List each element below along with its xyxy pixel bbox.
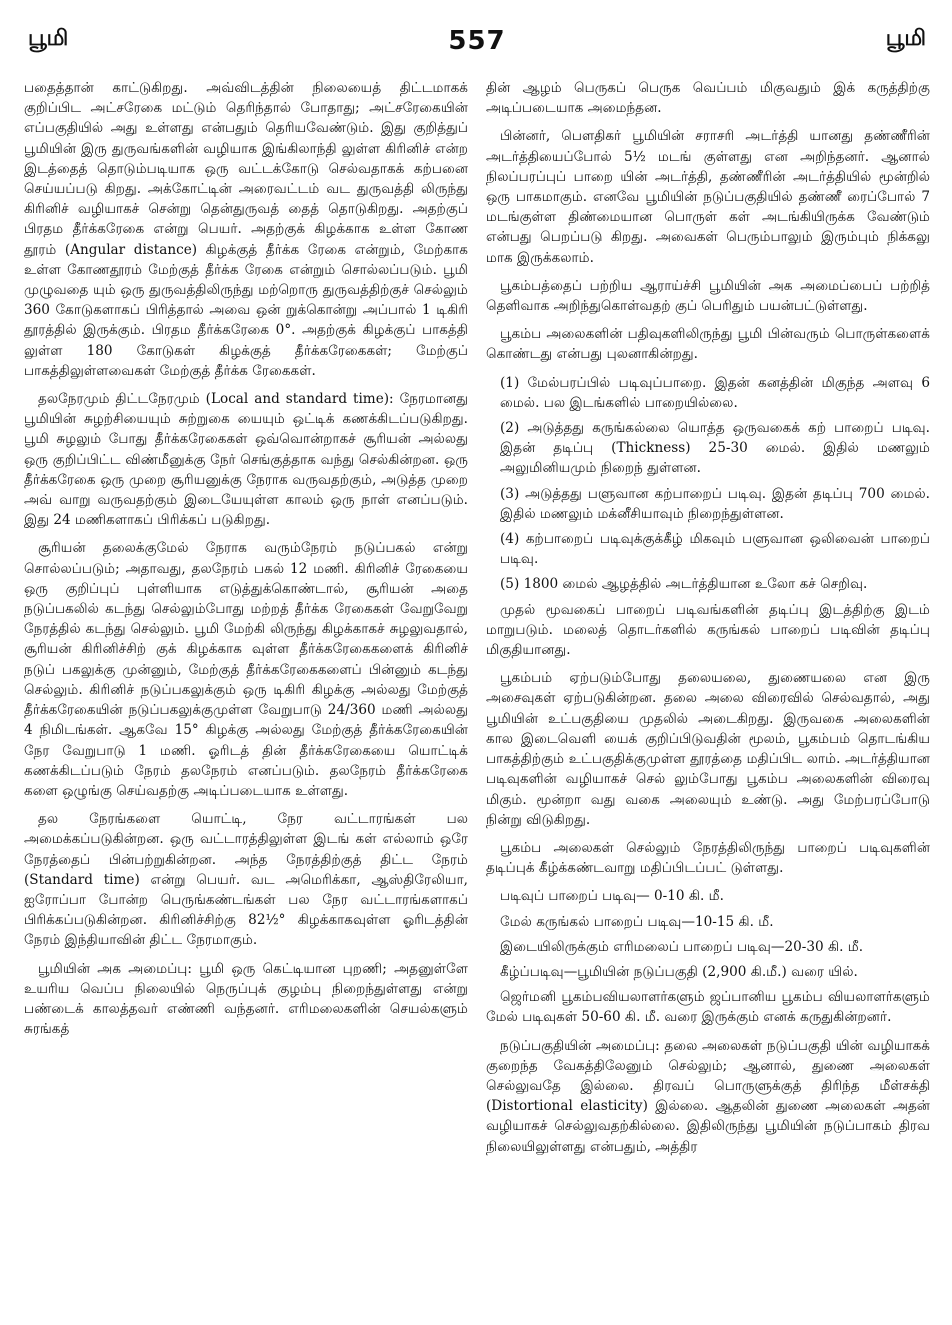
paragraph: பதைத்தான் காட்டுகிறது. அவ்விடத்தின் நிலையைத் திட்டமாகக் குறிப்பிட அட்சரேகை மட்டும் தெரிந்தால் போதாது; அட்சரேகையின் எப்பகுதியில் அது உள்ளது என்பதும் தெரியவேண்டும். இது குறித்துப் பூமியின் இரு துருவங்களின் வழியாக இங்கிலாந்தி லுள்ள கிரினிச் என்ற இடத்தைத் தொடும்படியாக ஒரு வட்டக்கோடு செல்வதாகக் கற்பனை செய்யப்படு கிறது. அக்கோட்டின் அரைவட்டம் வட துருவத்தி லிருந்து கிரினிச் வழியாகச் சென்று தென்துருவத் தைத் தொடுகிறது. அதற்குப் பிரதம தீர்க்கரேகை என்று பெயர். அதற்குக் கிழக்காக உள்ள கோண தூரம் (Angular distance) கிழக்குத் தீர்க்க ரேகை என்றும், மேற்காக உள்ள கோணதூரம் மேற்குத் தீர்க்க ரேகை என்றும் சொல்லப்படும். பூமி முழுவதை யும் ஒரு துருவத்திலிருந்து மற்றொரு துருவத்திற்குச் செல்லும் 360 கோடுகளாகப் பிரித்தால் அவை ஒன் றுக்கொன்று அப்பால் 1 டிகிரி தூரத்தில் இருக்கும். பிரதம தீர்க்கரேகை 0°. அதற்குக் கிழக்குப் பாகத்தி லுள்ள 180 கோடுகள் கிழக்குத் தீர்க்கரேகைகள்; மேற்குப் பாகத்திலுள்ளவைகள் மேற்குத் தீர்க்க ரேகைகள். [24,80,468,379]
paragraph: முதல் மூவகைப் பாறைப் படிவங்களின் தடிப்பு இடத்திற்கு இடம் மாறுபடும். மலைத் தொடர்களில் கருங்கல் பாறைப் படிவின் தடிப்பு மிகுதியானது. [486,601,930,659]
list-item: (4) கற்பாறைப் படிவுக்குக்கீழ் மிகவும் பளுவான ஒலிவைன் பாறைப் படிவு. [500,531,930,568]
list-item: (1) மேல்பரப்பில் படிவுப்பாறை. இதன் கனத்தின் மிகுந்த அளவு 6 மைல். பல இடங்களில் பாறையில்லை. [500,374,930,411]
text-columns [24,78,930,1165]
running-head [24,26,930,66]
list-item: மேல் கருங்கல் பாறைப் படிவு—10-15 கி. மீ. [500,913,774,930]
list-item: படிவுப் பாறைப் படிவு— 0-10 கி. மீ. [500,888,724,905]
right-column [486,78,930,1165]
paragraph: பூகம்பத்தைப் பற்றிய ஆராய்ச்சி பூமியின் அக அமைப்பைப் பற்றித் தெளிவாக அறிந்துகொள்வதற் குப் பெரிதும் பயன்பட்டுள்ளது. [486,277,930,315]
left-column [24,78,468,1165]
paragraph: சூரியன் தலைக்குமேல் நேராக வரும்நேரம் நடுப்பகல் என்று சொல்லப்படும்; அதாவது, தலநேரம் பகல் 12 மணி. கிரினிச் ரேகையை ஒரு குறிப்புப் புள்ளியாக எடுத்துக்கொண்டால், சூரியன் அதை நடுப்பகலில் கடந்து செல்லும்போது மற்றத் தீர்க்க ரேகைகள் வேறுவேறு நேரத்தில் கடந்து செல்லும். பூமி மேற்கி லிருந்து கிழக்காகச் சுழலுவதால், சூரியன் கிரினிச்சிற் குக் கிழக்காக வுள்ள தீர்க்கரேகைகளைக் கிரினிச் நடுப் பகலுக்கு முன்னும், மேற்குத் தீர்க்கரேகைகளைப் பின்னும் கடந்து செல்லும். கிரினிச் நடுப்பகலுக்கும் ஒரு டிகிரி கிழக்கு அல்லது மேற்குத் தீர்க்கரேகையின் நடுப்பகலுக்குமுள்ள வேறுபாடு 24/360 மணி அல்லது 4 நிமிடங்கள். ஆகவே 15° கிழக்கு அல்லது மேற்குத் தீர்க்கரேகையின் நேர வேறுபாடு 1 மணி. ஓரிடத் தின் தீர்க்கரேகையை யொட்டிக் கணக்கிடப்படும் நேரம் தலநேரம் எனப்படும். தலநேரம் தீர்க்கரேகை களை ஒழுங்கு செய்வதற்கு அடிப்படையாக உள்ளது. [24,540,468,799]
header-right-word: பூமி [885,26,926,51]
list-item: (2) அடுத்தது கருங்கல்லை யொத்த ஒருவகைக் கற் பாறைப் படிவு. இதன் தடிப்பு (Thickness) 25-30 மைல். இதில் மணலும் அலுமினியமும் நிறைந் துள்ளன. [500,420,930,477]
list-item: (5) 1800 மைல் ஆழத்தில் அடர்த்தியான உலோ கச் செறிவு. [500,576,868,593]
paragraph: தலநேரமும் திட்டநேரமும் (Local and standard time): நேரமானது பூமியின் சுழற்சியையும் சுற்றுகை யையும் ஒட்டிக் கணக்கிடப்படுகிறது. பூமி சுழலும் போது தீர்க்கரேகைகள் ஒவ்வொன்றாகச் சூரியன் அல்லது ஒரு குறிப்பிட்ட விண்மீனுக்கு நேர் செங்குத்தாக வந்து செல்கின்றன. ஒரு தீர்க்கரேகை ஒரு முறை சூரியனுக்கு நேராக வருவதற்கும், அடுத்த முறை அவ் வாறு வருவதற்கும் இடையேயுள்ள காலம் ஒரு நாள் எனப்படும். இது 24 மணிகளாகப் பிரிக்கப் படுகிறது. [24,391,468,529]
list-item: இடையிலிருக்கும் எரிமலைப் பாறைப் படிவு—20-30 கி. மீ. [500,938,864,955]
paragraph: பின்னர், பௌதிகர் பூமியின் சராசரி அடர்த்தி யானது தண்ணீரின் அடர்த்தியைப்போல் 5½ மடங் குள்ளது என அறிந்தனர். ஆனால் நிலப்பரப்புப் பாறை யின் அடர்த்தி, தண்ணீரின் அடர்த்தியில் மூன்றில் ஒரு பாகமாகும். எனவே பூமியின் நடுப்பகுதியில் தண்ணீ ரைப்போல் 7 மடங்குள்ள திண்மையான பொருள் கள் அடங்கியிருக்க வேண்டும் என்பது பெறப்படு கிறது. அவைகள் பெரும்பாலும் இரும்பும் நிக்கலு மாக இருக்கலாம். [486,128,930,266]
paragraph: பூகம்ப அலைகளின் பதிவுகளிலிருந்து பூமி பின்வரும் பொருள்களைக் கொண்டது என்பது புலனாகின்றது. [486,326,930,363]
list-item: (3) அடுத்தது பளுவான கற்பாறைப் படிவு. இதன் தடிப்பு 700 மைல். இதில் மணலும் மக்னீசியாவும் நிறைந்துள்ளன. [500,485,930,522]
list-item: கீழ்ப்படிவு—பூமியின் நடுப்பகுதி (2,900 கி.மீ.) வரை யில். [500,963,858,980]
page-number: 557 [448,26,506,56]
paragraph: பூமியின் அக அமைப்பு: பூமி ஒரு கெட்டியான புறணி; அதனுள்ளே உயரிய வெப்ப நிலையில் நெருப்புக் குழம்பு நிறைந்துள்ளது என்று பண்டைக் காலத்தவர் எண்ணி வந்தனர். எரிமலைகளின் செயல்களும் சுரங்கத் [24,960,468,1038]
paragraph: பூகம்பம் ஏற்படும்போது தலையலை, துணையலை என இரு அசைவுகள் ஏற்படுகின்றன. தலை அலை விரைவில் செல்வதால், அது பூமியின் உட்பகுதியை முதலில் அடைகிறது. இருவகை அலைகளின் கால இடைவெளி யைக் குறிப்பிடுவதின் மூலம், பூகம்பம் தொடங்கிய பாகத்திற்கும் உட்பகுதிக்குமுள்ள தூரத்தை மதிப்பிட லாம். அடர்த்தியான படிவுகளின் வழியாகச் செல் லும்போது பூகம்ப அலைகளின் விரைவு மிகும். மூன்றா வது வகை அலையும் உண்டு. அது மேற்பரப்போடு நின்று விடுகிறது. [486,670,930,828]
paragraph: நடுப்பகுதியின் அமைப்பு: தலை அலைகள் நடுப்பகுதி யின் வழியாகக் குறைந்த வேகத்திலேனும் செல்லும்; ஆனால், துணை அலைகள் செல்லுவதே இல்லை. திரவப் பொருளுக்குத் திரிந்த மீள்சக்தி (Distortional elasticity) இல்லை. ஆதலின் துணை அலைகள் அதன் வழியாகச் செல்லுவதற்கில்லை. இதிலிருந்து பூமியின் நடுப்பாகம் திரவ நிலையிலுள்ளது என்பதும், அத்திர [486,1037,930,1155]
paragraph: பூகம்ப அலைகள் செல்லும் நேரத்திலிருந்து பாறைப் படிவுகளின் தடிப்புக் கீழ்க்கண்டவாறு மதிப்பிடப்பட் டுள்ளது. [486,839,930,877]
paragraph: தின் ஆழம் பெருகப் பெருக வெப்பம் மிகுவதும் இக் கருத்திற்கு அடிப்படையாக அமைந்தன. [486,80,930,117]
header-left-word: பூமி [28,26,69,51]
paragraph: தல நேரங்களை யொட்டி, நேர வட்டாரங்கள் பல அமைக்கப்படுகின்றன. ஒரு வட்டாரத்திலுள்ள இடங் கள் எல்லாம் ஒரே நேரத்தைப் பின்பற்றுகின்றன. அந்த நேரத்திற்குத் திட்ட நேரம் (Standard time) என்று பெயர். வட அமெரிக்கா, ஆஸ்திரேலியா, ஐரோப்பா போன்ற பெருங்கண்டங்கள் பல நேர வட்டாரங்களாகப் பிரிக்கப்படுகின்றன. கிரினிச்சிற்கு 82½° கிழக்காகவுள்ள ஓரிடத்தின் நேரம் இந்தியாவின் திட்ட நேரமாகும். [24,811,468,949]
paragraph: ஜெர்மனி பூகம்பவியலாளர்களும் ஜப்பானிய பூகம்ப வியலாளர்களும் மேல் படிவுகள் 50-60 கி. மீ. வரை இருக்கும் எனக் கருதுகின்றனர். [486,989,930,1026]
